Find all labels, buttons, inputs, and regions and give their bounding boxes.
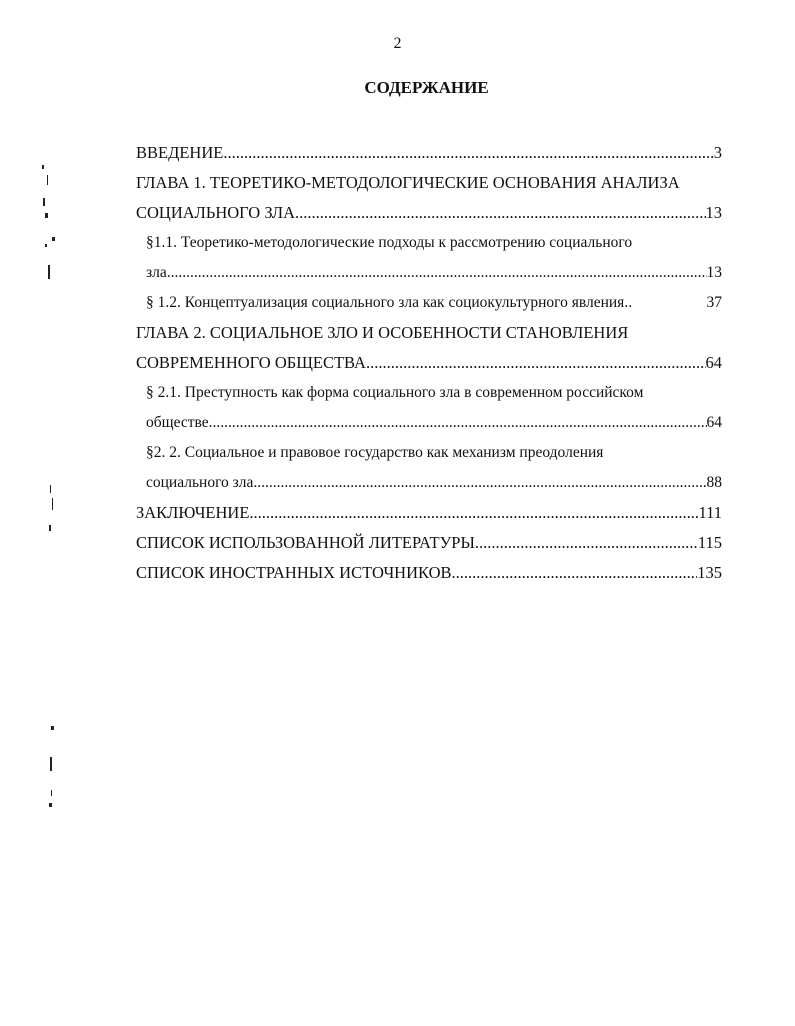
toc-entry-text-line-1: ГЛАВА 1. ТЕОРЕТИКО-МЕТОДОЛОГИЧЕСКИЕ ОСНОВАНИЯ АНАЛИЗА (136, 173, 680, 192)
dot-leader (295, 198, 706, 228)
scan-mark (45, 213, 48, 218)
toc-entry-section-1-2[interactable] (146, 288, 722, 318)
toc-entry-chapter-2[interactable] (136, 318, 722, 378)
toc-page-number: 37 (706, 294, 722, 311)
dot-leader (253, 468, 706, 498)
scan-mark (51, 790, 52, 796)
table-of-contents (136, 138, 722, 588)
toc-entry-text: СПИСОК ИСПОЛЬЗОВАННОЙ ЛИТЕРАТУРЫ (136, 533, 475, 552)
scan-mark (49, 525, 51, 531)
dot-leader (209, 408, 707, 438)
toc-entry-section-2-2[interactable] (136, 438, 722, 498)
dot-leader (475, 528, 698, 558)
toc-page-number: 13 (705, 203, 722, 222)
page-title: СОДЕРЖАНИЕ (364, 78, 489, 97)
toc-entry-text: ЗАКЛЮЧЕНИЕ (136, 503, 250, 522)
page-number: 2 (393, 35, 402, 52)
toc-page-number: 115 (697, 533, 722, 552)
scan-mark (43, 198, 45, 206)
toc-entry-text-line-2: СОВРЕМЕННОГО ОБЩЕСТВА (136, 353, 366, 372)
dot-leader (167, 258, 707, 288)
toc-entry-conclusion[interactable] (136, 498, 722, 528)
dot-leader (452, 558, 698, 588)
toc-entry-section-2-1[interactable] (136, 378, 722, 438)
scan-mark (48, 265, 50, 279)
toc-page-number: 64 (706, 414, 722, 431)
toc-entry-text-line-2: обществе (146, 414, 209, 431)
toc-entry-text: § 1.2. Концептуализация социального зла как социокультурного явления.. (146, 294, 633, 311)
toc-entry-chapter-1[interactable] (136, 168, 722, 228)
toc-page-number: 111 (698, 503, 722, 522)
scan-mark (52, 237, 55, 241)
toc-entry-text: СПИСОК ИНОСТРАННЫХ ИСТОЧНИКОВ (136, 563, 452, 582)
toc-page-number: 13 (706, 264, 722, 281)
toc-page-number: 64 (705, 353, 722, 372)
scan-mark (47, 175, 48, 185)
toc-entry-introduction[interactable] (136, 138, 722, 168)
scan-mark (51, 726, 54, 730)
scan-mark (42, 165, 44, 169)
toc-entry-section-1-1[interactable] (136, 228, 722, 288)
toc-entry-text-line-2: социального зла (146, 474, 254, 491)
dot-leader (249, 498, 698, 528)
toc-entry-text-line-1: ГЛАВА 2. СОЦИАЛЬНОЕ ЗЛО И ОСОБЕННОСТИ СТАНОВЛЕНИЯ (136, 323, 629, 342)
toc-entry-text-line-1: §2. 2. Социальное и правовое государство как механизм преодоления (146, 444, 604, 461)
toc-entry-text-line-1: § 2.1. Преступность как форма социального зла в современном российском (146, 384, 644, 401)
scan-mark (50, 757, 52, 771)
toc-entry-text: ВВЕДЕНИЕ (136, 143, 224, 162)
toc-entry-text-line-2: зла (146, 264, 167, 281)
dot-leader (366, 348, 706, 378)
dot-leader (223, 138, 713, 168)
toc-page-number: 3 (713, 143, 722, 162)
toc-entry-references[interactable] (136, 528, 722, 558)
toc-entry-text-line-2: СОЦИАЛЬНОГО ЗЛА (136, 203, 295, 222)
toc-page-number: 135 (697, 563, 722, 582)
scan-mark (52, 498, 53, 510)
toc-page-number: 88 (706, 474, 722, 491)
toc-entry-foreign-sources[interactable] (136, 558, 722, 588)
scan-mark (49, 803, 52, 807)
scan-mark (50, 485, 51, 493)
toc-entry-text-line-1: §1.1. Теоретико-методологические подходы к рассмотрению социального (146, 234, 633, 251)
scan-mark (45, 244, 47, 247)
